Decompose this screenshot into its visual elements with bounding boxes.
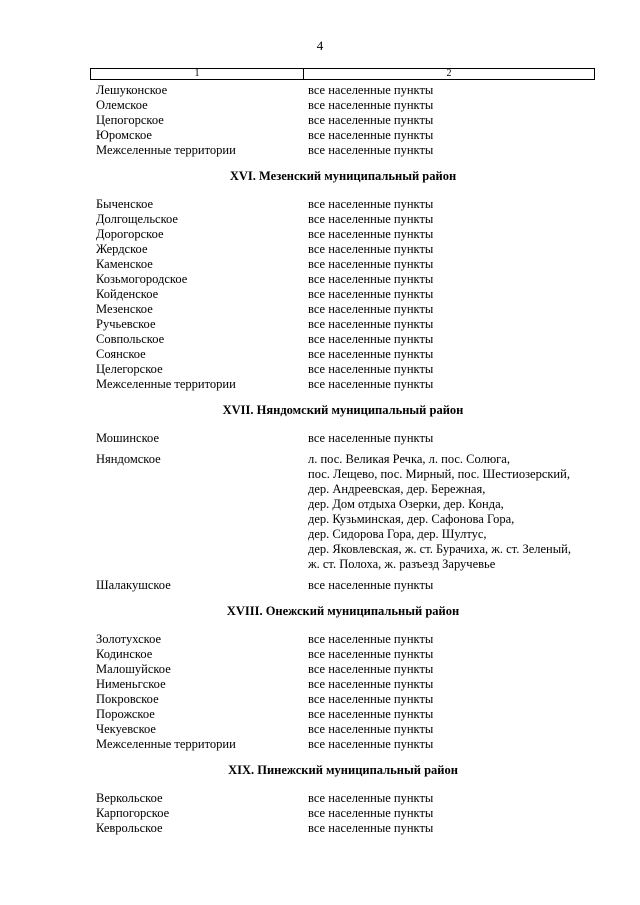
table-row [96, 821, 596, 836]
settlement-name: Дорогорское [96, 227, 164, 241]
settlement-value: все населенные пункты [308, 692, 434, 706]
settlement-value-list [308, 452, 596, 572]
table-row [96, 212, 596, 227]
settlement-value: все населенные пункты [308, 647, 434, 661]
section-xix [96, 791, 596, 836]
settlement-name: Кодинское [96, 647, 153, 661]
settlement-value: все населенные пункты [308, 98, 434, 112]
table-row [96, 83, 596, 98]
settlement-value: все населенные пункты [308, 257, 434, 271]
settlement-line: дер. Андреевская, дер. Бережная, [308, 482, 486, 496]
table-row [96, 806, 596, 821]
settlement-name: Золотухское [96, 632, 162, 646]
settlement-value: все населенные пункты [308, 737, 434, 751]
table-row [96, 377, 596, 392]
table-row [96, 677, 596, 692]
settlement-value: все населенные пункты [308, 632, 434, 646]
page-number: 4 [316, 38, 324, 53]
settlement-value: все населенные пункты [308, 317, 434, 331]
settlement-name: Мошинское [96, 431, 159, 445]
settlement-name: Порожское [96, 707, 155, 721]
settlement-value: все населенные пункты [308, 227, 434, 241]
settlement-value: все населенные пункты [308, 287, 434, 301]
section-xv [96, 83, 596, 158]
settlement-value: все населенные пункты [308, 113, 434, 127]
table-row [96, 737, 596, 752]
settlement-name: Койденское [96, 287, 159, 301]
table-row [96, 662, 596, 677]
settlement-value: все населенные пункты [308, 722, 434, 736]
table-row [96, 128, 596, 143]
settlement-value: все населенные пункты [308, 272, 434, 286]
section-xix-title: XIX. Пинежский муниципальный район [228, 763, 458, 777]
document-body [96, 83, 596, 836]
table-row [96, 722, 596, 737]
table-row [96, 242, 596, 257]
settlement-name: Малошуйское [96, 662, 171, 676]
table-row [96, 692, 596, 707]
settlement-value: все населенные пункты [308, 662, 434, 676]
table-row [96, 143, 596, 158]
settlement-value: все населенные пункты [308, 806, 434, 820]
settlement-name: Цепогорское [96, 113, 164, 127]
settlement-value: все населенные пункты [308, 707, 434, 721]
settlement-value: все населенные пункты [308, 212, 434, 226]
settlement-name: Юромское [96, 128, 152, 142]
table-row [96, 347, 596, 362]
settlement-value: все населенные пункты [308, 677, 434, 691]
table-header-col2: 2 [446, 68, 452, 79]
table-row [96, 362, 596, 377]
table-row [96, 287, 596, 302]
settlement-value: все населенные пункты [308, 821, 434, 835]
section-xvi [96, 197, 596, 392]
section-xvii [96, 431, 596, 593]
settlement-value: все населенные пункты [308, 347, 434, 361]
settlement-name: Межселенные территории [96, 737, 236, 751]
settlement-name: Ручьевское [96, 317, 156, 331]
table-header [90, 68, 595, 80]
settlement-value: все населенные пункты [308, 128, 434, 142]
settlement-name: Жердское [96, 242, 148, 256]
settlement-value: все населенные пункты [308, 302, 434, 316]
settlement-name: Лешуконское [96, 83, 168, 97]
table-row [96, 431, 596, 446]
settlement-name: Олемское [96, 98, 148, 112]
settlement-name: Быченское [96, 197, 154, 211]
section-xviii-title: XVIII. Онежский муниципальный район [226, 604, 460, 618]
settlement-name: Няндомское [96, 452, 161, 466]
table-row [96, 317, 596, 332]
settlement-name: Шалакушское [96, 578, 171, 592]
settlement-name: Межселенные территории [96, 143, 236, 157]
settlement-name: Долгощельское [96, 212, 178, 226]
settlement-name: Покровское [96, 692, 159, 706]
table-row [96, 98, 596, 113]
table-row [96, 632, 596, 647]
settlement-line: пос. Лещево, пос. Мирный, пос. Шестиозерский, [308, 467, 570, 481]
settlement-value: все населенные пункты [308, 332, 434, 346]
settlement-line: дер. Дом отдыха Озерки, дер. Конда, [308, 497, 504, 511]
table-header-col1: 1 [91, 69, 304, 79]
table-row [96, 578, 596, 593]
settlement-name: Чекуевское [96, 722, 156, 736]
settlement-name: Веркольское [96, 791, 163, 805]
settlement-value: все населенные пункты [308, 431, 434, 445]
table-row [96, 707, 596, 722]
settlement-line: ж. ст. Полоха, ж. разъезд Заручевье [308, 557, 496, 571]
settlement-line: дер. Сидорова Гора, дер. Шултус, [308, 527, 487, 541]
settlement-value: все населенные пункты [308, 578, 434, 592]
section-xviii [96, 632, 596, 752]
table-row [96, 272, 596, 287]
table-row [96, 197, 596, 212]
settlement-value: все населенные пункты [308, 83, 434, 97]
settlement-name: Совпольское [96, 332, 165, 346]
settlement-value: все населенные пункты [308, 377, 434, 391]
settlement-line: дер. Кузьминская, дер. Сафонова Гора, [308, 512, 515, 526]
table-row [96, 257, 596, 272]
settlement-line: л. пос. Великая Речка, л. пос. Солюга, [308, 452, 510, 466]
settlement-name: Целегорское [96, 362, 163, 376]
table-row [96, 791, 596, 806]
table-row [96, 332, 596, 347]
table-row [96, 113, 596, 128]
settlement-name: Каменское [96, 257, 153, 271]
table-row [96, 452, 596, 572]
settlement-value: все населенные пункты [308, 242, 434, 256]
section-xvii-title: XVII. Няндомский муниципальный район [222, 403, 464, 417]
settlement-name: Карпогорское [96, 806, 170, 820]
table-row [96, 227, 596, 242]
section-xvi-title: XVI. Мезенский муниципальный район [229, 169, 457, 183]
table-row [96, 647, 596, 662]
settlement-value: все населенные пункты [308, 143, 434, 157]
settlement-name: Межселенные территории [96, 377, 236, 391]
settlement-name: Мезенское [96, 302, 153, 316]
settlement-name: Кеврольское [96, 821, 163, 835]
settlement-value: все населенные пункты [308, 362, 434, 376]
settlement-name: Козьмогородское [96, 272, 188, 286]
settlement-value: все населенные пункты [308, 791, 434, 805]
table-row [96, 302, 596, 317]
settlement-value: все населенные пункты [308, 197, 434, 211]
settlement-line: дер. Яковлевская, ж. ст. Бурачиха, ж. ст. Зеленый, [308, 542, 571, 556]
settlement-name: Соянское [96, 347, 146, 361]
settlement-name: Нименьгское [96, 677, 166, 691]
